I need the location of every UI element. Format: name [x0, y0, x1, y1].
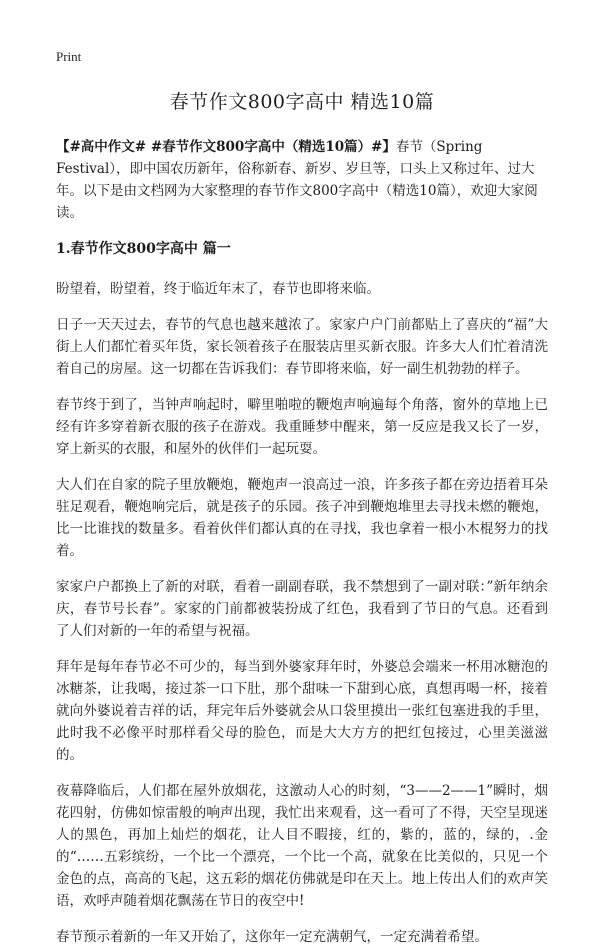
paragraph-5: 家家户户都换上了新的对联，看着一副副春联，我不禁想到了一副对联：”新年纳余庆，春节号长春”。家家的门前都被装扮成了红色，我看到了节日的气息。还看到了人们对新的一年的希望与祝福。: [56, 579, 548, 639]
section-heading: 1.春节作文800字高中 篇一: [56, 241, 231, 257]
intro-tag-line: 【#高中作文# #春节作文800字高中（精选10篇）#】: [56, 139, 396, 155]
paragraph-7: 夜幕降临后，人们都在屋外放烟花，这激动人心的时刻，“3——2——1”瞬时，烟花四射，仿佛如惊雷般的响声出现，我忙出来观看，这一看可了不得，天空呈现迷人的黑色，再加上灿烂的烟花，让人目不暇接，红的，紫的，蓝的，绿的，.金的“……五彩缤纷，一个比一个漂亮，一个比一个高，就象在比美似的，只见一个金色的点，高高的飞起，这五彩的烟花仿佛就是印在天上。地上传出人们的欢声笑语，欢呼声随着烟花飘荡在节日的夜空中!: [56, 783, 548, 909]
page-title: 春节作文800字高中 精选10篇: [169, 91, 435, 113]
intro-paragraph: [56, 136, 548, 224]
paragraph-6: 拜年是每年春节必不可少的，每当到外婆家拜年时，外婆总会端来一杯用冰糖泡的冰糖茶，让我喝，接过茶一口下肚，那个甜味一下甜到心底，真想再喝一杯，接着就向外婆说着吉祥的话，拜完年后外婆就会从口袋里摸出一张红包塞进我的手里，此时我不必像平时那样看父母的脸色，而是大大方方的把红包接过，心里美滋滋的。: [56, 659, 548, 763]
paragraph-3: 春节终于到了，当钟声响起时，噼里啪啦的鞭炮声响遍每个角落，窗外的草地上已经有许多穿着新衣服的孩子在游戏。我重睡梦中醒来，第一反应是我又长了一岁，穿上新买的衣服，和屋外的伙伴们一起玩耍。: [56, 397, 548, 457]
paragraph-8: 春节预示着新的一年又开始了，这你年一定充满朝气，一定充满着希望。: [56, 929, 488, 945]
print-link[interactable]: Print: [56, 49, 82, 64]
paragraph-1: 盼望着，盼望着，终于临近年末了，春节也即将来临。: [56, 281, 380, 297]
paragraph-2: 日子一天天过去，春节的气息也越来越浓了。家家户户门前都贴上了喜庆的“福”大街上人们都忙着买年货，家长领着孩子在服装店里买新衣服。许多大人们忙着清洗着自己的房屋。这一切都在告诉我们：春节即将来临，好一副生机勃勃的样子。: [56, 317, 548, 377]
intro-text: 春节（Spring Festival），即中国农历新年，俗称新春、新岁、岁旦等，口头上又称过年、过大年。以下是由文档网为大家整理的春节作文800字高中（精选10篇），欢迎大家阅读。: [56, 139, 538, 221]
paragraph-4: 大人们在自家的院子里放鞭炮，鞭炮声一浪高过一浪，许多孩子都在旁边捂着耳朵驻足观看，鞭炮响完后，就是孩子的乐园。孩子冲到鞭炮堆里去寻找未燃的鞭炮，比一比谁找的数量多。看着伙伴们都认真的在寻找，我也拿着一根小木棍努力的找着。: [56, 477, 548, 559]
